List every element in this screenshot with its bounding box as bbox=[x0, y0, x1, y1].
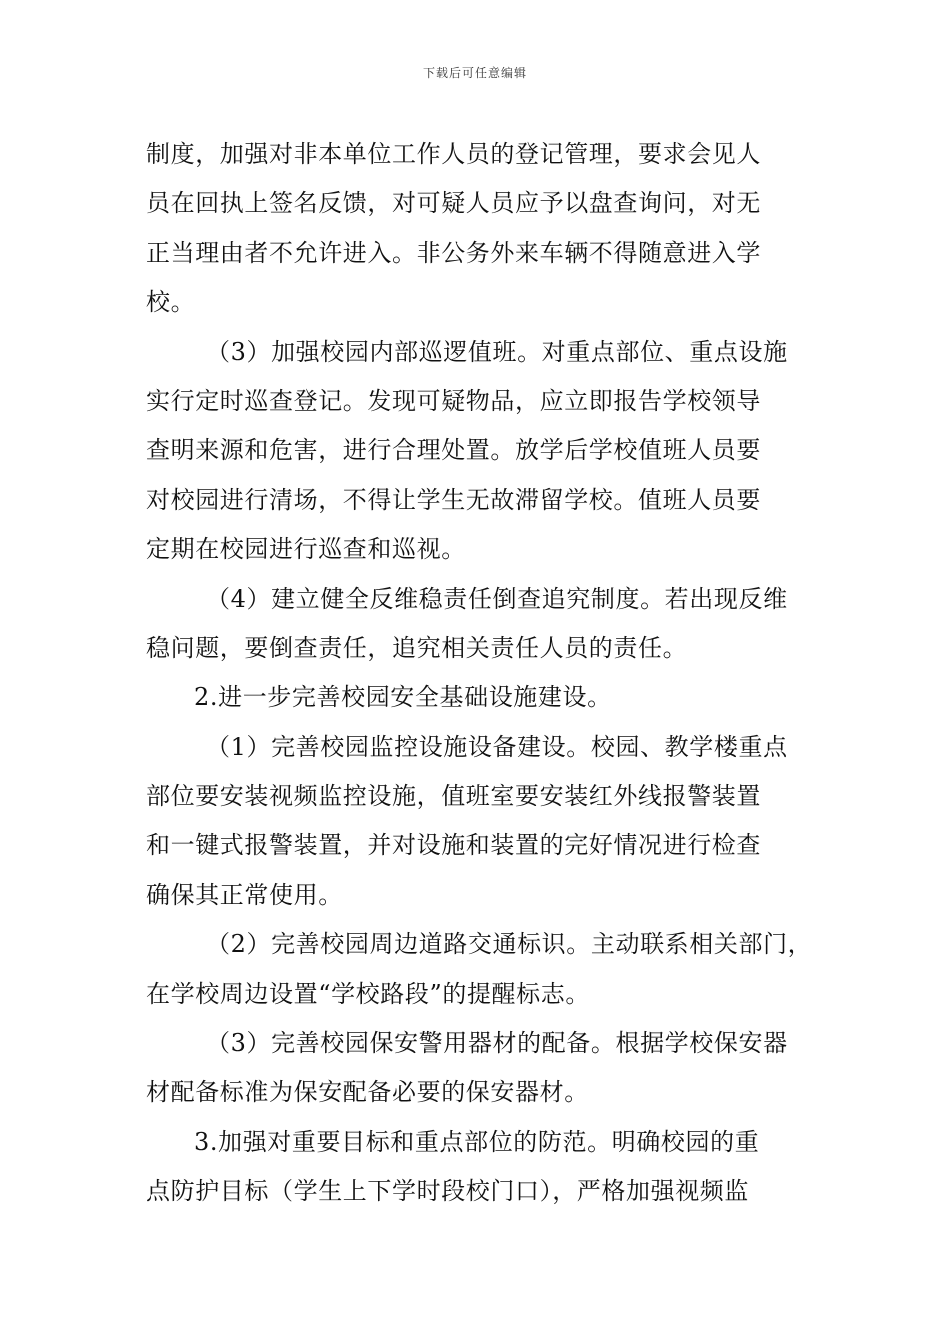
paragraph-2-1-start: （1）完善校园监控设施设备建设。校园、教学楼重点 bbox=[206, 732, 788, 761]
paragraph-4-start: （4）建立健全反维稳责任倒查追究制度。若出现反维 bbox=[206, 584, 788, 613]
text-line-16: 确保其正常使用。 bbox=[146, 880, 343, 909]
section-2-heading: 2.进一步完善校园安全基础设施建设。 bbox=[194, 683, 612, 712]
text-line-4: 校。 bbox=[146, 288, 196, 317]
text-line-11: 稳问题，要倒查责任，追究相关责任人员的责任。 bbox=[146, 633, 688, 662]
paragraph-3-start: （3）加强校园内部巡逻值班。对重点部位、重点设施 bbox=[206, 337, 788, 366]
paragraph-2-2-start: （2）完善校园周边道路交通标识。主动联系相关部门， bbox=[206, 930, 813, 959]
text-line-9: 定期在校园进行巡查和巡视。 bbox=[146, 535, 466, 564]
page-header: 下载后可任意编辑 bbox=[422, 66, 527, 80]
text-line-15: 和一键式报警装置，并对设施和装置的完好情况进行检查 bbox=[146, 831, 761, 860]
text-line-2: 员在回执上签名反馈，对可疑人员应予以盘查询问，对无 bbox=[146, 189, 761, 218]
text-line-20: 材配备标准为保安配备必要的保安器材。 bbox=[146, 1078, 589, 1107]
text-line-7: 查明来源和危害，进行合理处置。放学后学校值班人员要 bbox=[146, 436, 761, 465]
text-line-3: 正当理由者不允许进入。非公务外来车辆不得随意进入学 bbox=[146, 238, 761, 267]
text-line-14: 部位要安装视频监控设施，值班室要安装红外线报警装置 bbox=[146, 782, 761, 811]
text-line-1: 制度，加强对非本单位工作人员的登记管理，要求会见人 bbox=[146, 140, 761, 168]
paragraph-2-3-start: （3）完善校园保安警用器材的配备。根据学校保安器 bbox=[206, 1029, 788, 1058]
document-body bbox=[146, 130, 813, 1217]
text-line-6: 实行定时巡查登记。发现可疑物品，应立即报告学校领导 bbox=[146, 386, 761, 415]
text-line-18: 在学校周边设置“学校路段”的提醒标志。 bbox=[146, 979, 590, 1008]
section-3-heading: 3.加强对重要目标和重点部位的防范。明确校园的重 bbox=[194, 1127, 760, 1156]
text-line-8: 对校园进行清场，不得让学生无故滞留学校。值班人员要 bbox=[146, 485, 761, 514]
text-line-22: 点防护目标（学生上下学时段校门口），严格加强视频监 bbox=[146, 1177, 749, 1206]
